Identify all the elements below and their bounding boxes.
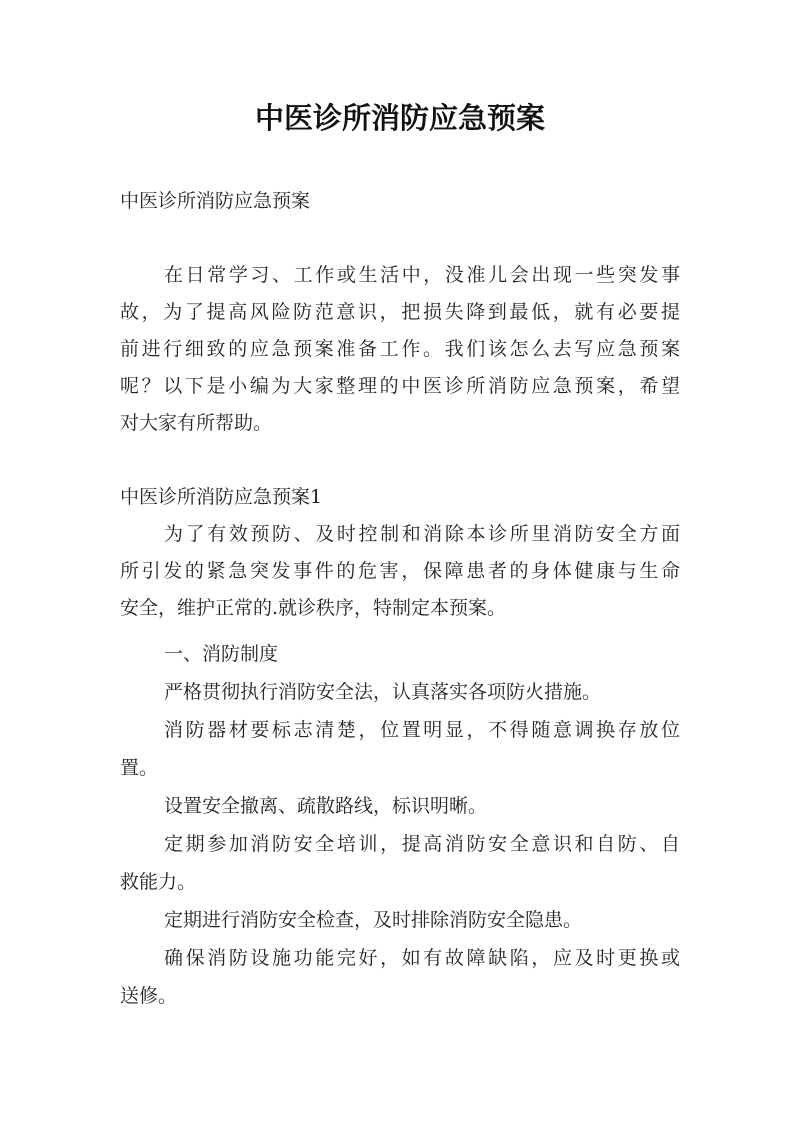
- section-heading: 中医诊所消防应急预案1: [120, 486, 323, 508]
- rule-line: 送修。: [120, 985, 178, 1007]
- rule-line: 设置安全撤离、疏散路线，标识明晰。: [164, 795, 488, 817]
- subsection-heading: 一、消防制度: [164, 643, 279, 665]
- intro-line: 对大家有所帮助。: [120, 412, 273, 434]
- intro-line: 故，为了提高风险防范意识，把损失降到最低，就有必要提: [120, 301, 680, 323]
- purpose-line: 安全，维护正常的.就诊秩序，特制定本预案。: [120, 597, 507, 619]
- rule-line: 定期参加消防安全培训，提高消防安全意识和自防、自: [164, 833, 680, 855]
- intro-line: 在日常学习、工作或生活中，没准儿会出现一些突发事: [164, 264, 680, 286]
- document-title: 中医诊所消防应急预案: [254, 101, 545, 135]
- intro-line: 前进行细致的应急预案准备工作。我们该怎么去写应急预案: [120, 338, 680, 360]
- document-subtitle: 中医诊所消防应急预案: [120, 190, 311, 212]
- rule-line: 置。: [120, 757, 159, 779]
- purpose-line: 所引发的紧急突发事件的危害，保障患者的身体健康与生命: [120, 560, 680, 582]
- rule-line: 确保消防设施功能完好，如有故障缺陷，应及时更换或: [164, 947, 680, 969]
- rule-line: 消防器材要标志清楚，位置明显，不得随意调换存放位: [164, 719, 680, 741]
- intro-line: 呢？以下是小编为大家整理的中医诊所消防应急预案，希望: [120, 375, 680, 397]
- rule-line: 定期进行消防安全检查，及时排除消防安全隐患。: [164, 909, 583, 931]
- rule-line: 严格贯彻执行消防安全法，认真落实各项防火措施。: [164, 681, 602, 703]
- purpose-line: 为了有效预防、及时控制和消除本诊所里消防安全方面: [164, 523, 680, 545]
- rule-line: 救能力。: [120, 871, 197, 893]
